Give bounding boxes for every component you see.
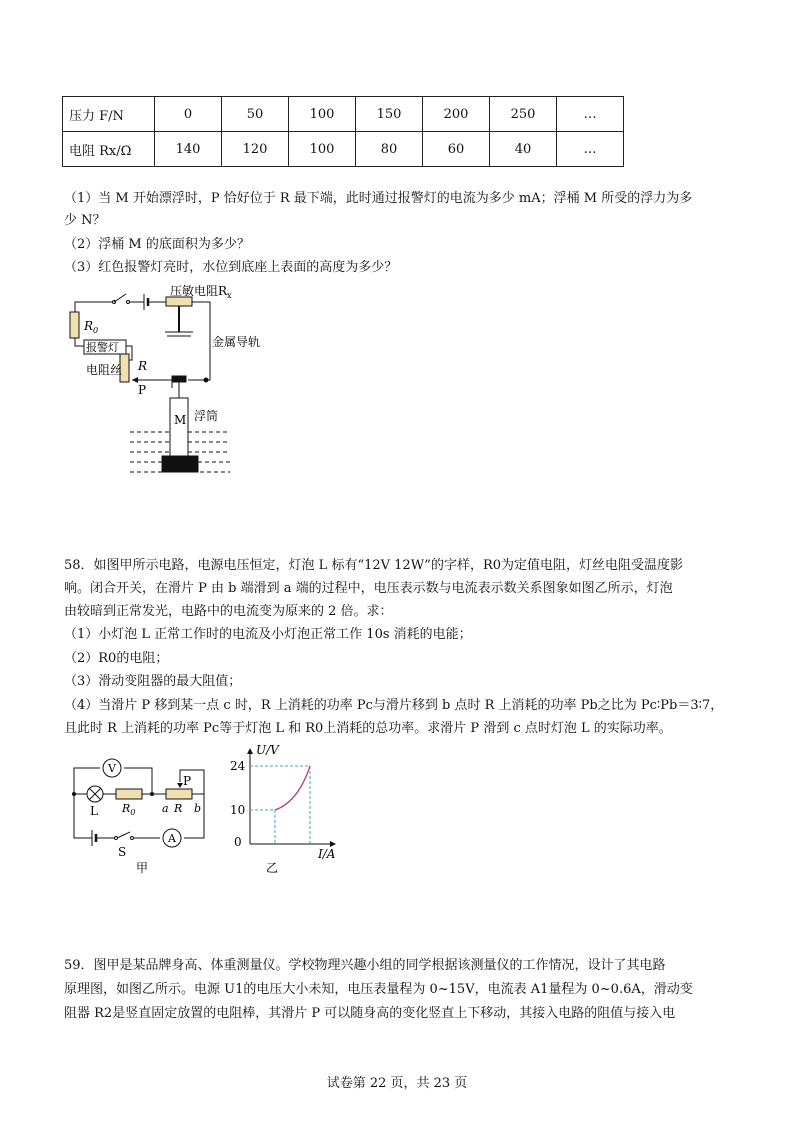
- table-cell: …: [557, 97, 624, 132]
- table-cell: 80: [356, 132, 423, 167]
- q57-part1-line1: （1）当 M 开始漂浮时，P 恰好位于 R 最下端，此时通过报警灯的电流为多少 mA；浮桶 M 所受的浮力为多: [64, 191, 693, 206]
- metal-rail-label: 金属导轨: [212, 335, 261, 349]
- float-label: 浮筒: [194, 409, 219, 423]
- float-alarm-circuit-diagram: [60, 280, 290, 490]
- table-row-label: 电阻 Rx/Ω: [63, 132, 155, 167]
- slider-p-label: P: [138, 383, 147, 397]
- q59-line1: 59．图甲是某品牌身高、体重测量仪。学校物理兴趣小组的同学根据该测量仪的工作情况，设计了其电路: [64, 958, 666, 973]
- figure-a-caption: 甲: [136, 861, 149, 875]
- x-axis-label: I/A: [318, 847, 336, 861]
- end-a-label: a: [162, 802, 169, 815]
- lamp-l-label: L: [90, 804, 98, 818]
- table-row-label: 压力 F/N: [63, 97, 155, 132]
- voltmeter-label: V: [108, 762, 116, 775]
- y-tick-24: 24: [230, 759, 246, 773]
- page-footer: 试卷第 22 页，共 23 页: [326, 1076, 468, 1091]
- q59-line3: 阻器 R2是竖直固定放置的电阻棒，其滑片 P 可以随身高的变化竖直上下移动，其接入电路的阻值与接入电: [64, 1006, 676, 1021]
- table-cell: 50: [222, 97, 289, 132]
- q58-line1: 58．如图甲所示电路，电源电压恒定，灯泡 L 标有“12V 12W”的字样，R0为定值电阻，灯丝电阻受温度影: [64, 558, 683, 573]
- q58-u-i-graph: [220, 742, 350, 877]
- origin-label: 0: [234, 835, 242, 849]
- table-cell: 0: [155, 97, 222, 132]
- q58-line2: 响。闭合开关，在滑片 P 由 b 端滑到 a 端的过程中，电压表示数与电流表示数关系图象如图乙所示，灯泡: [64, 581, 673, 596]
- alarm-lamp-label: 报警灯: [86, 341, 119, 354]
- q58-part3: （3）滑动变阻器的最大阻值；: [64, 674, 242, 689]
- table-cell: 100: [289, 97, 356, 132]
- r0-label: $R_0$: [122, 802, 136, 817]
- ammeter-label: A: [168, 832, 176, 845]
- pressure-resistor-label: 压敏电阻$R_x$: [170, 284, 232, 300]
- resistance-wire-label: 电阻丝: [86, 363, 123, 377]
- rheostat-r-label: R: [174, 802, 183, 815]
- q58-part4-line2: 且此时 R 上消耗的功率 Pc等于灯泡 L 和 R0上消耗的总功率。求滑片 P 滑到 c 点时灯泡 L 的实际功率。: [64, 721, 672, 736]
- table-cell: 120: [222, 132, 289, 167]
- r-label: R: [138, 359, 148, 373]
- q57-part3: （3）红色报警灯亮时，水位到底座上表面的高度为多少？: [64, 260, 398, 275]
- table-cell: 40: [490, 132, 557, 167]
- table-cell: 60: [423, 132, 490, 167]
- r0-label: $R_0$: [84, 319, 99, 335]
- q58-part2: （2）R0的电阻；: [64, 651, 169, 666]
- q57-part1-line2: 少 N？: [64, 213, 106, 228]
- q58-part4-line1: （4）当滑片 P 移到某一点 c 时，R 上消耗的功率 Pc与滑片移到 b 点时 R 上消耗的功率 Pb之比为 Pc∶Pb＝3∶7，: [64, 698, 724, 713]
- table-cell: …: [557, 132, 624, 167]
- table-cell: 250: [490, 97, 557, 132]
- u-i-curve: [275, 766, 310, 810]
- figure-b-caption: 乙: [266, 861, 279, 875]
- q58-part1: （1）小灯泡 L 正常工作时的电流及小灯泡正常工作 10s 消耗的电能；: [64, 627, 472, 642]
- q59-line2: 原理图，如图乙所示。电源 U1的电压大小未知，电压表量程为 0~15V，电流表 A1量程为 0~0.6A，滑动变: [64, 982, 693, 997]
- table-cell: 100: [289, 132, 356, 167]
- y-axis-label: U/V: [256, 743, 279, 757]
- slider-p-label: P: [183, 774, 192, 788]
- float-m-label: M: [174, 413, 187, 427]
- table-cell: 140: [155, 132, 222, 167]
- pressure-resistance-table: [62, 96, 624, 167]
- table-row: [63, 97, 624, 132]
- end-b-label: b: [194, 802, 202, 815]
- y-tick-10: 10: [230, 803, 246, 817]
- table-cell: 200: [423, 97, 490, 132]
- table-cell: 150: [356, 97, 423, 132]
- q57-part2: （2）浮桶 M 的底面积为多少？: [64, 237, 250, 252]
- switch-s-label: S: [118, 845, 127, 859]
- table-row: [63, 132, 624, 167]
- q58-circuit-diagram: [62, 752, 212, 877]
- q58-line3: 由较暗到正常发光，电路中的电流变为原来的 2 倍。求：: [64, 604, 393, 619]
